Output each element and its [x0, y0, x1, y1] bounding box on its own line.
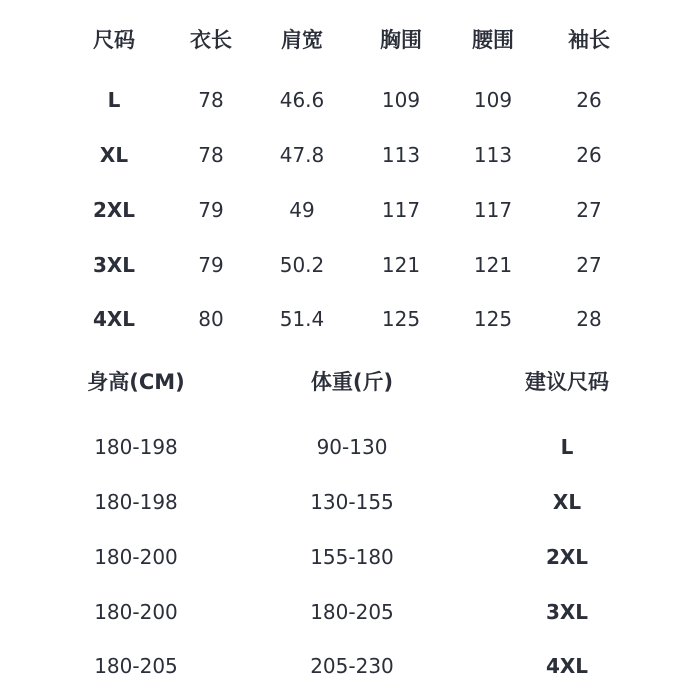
recommended-size: 4XL — [545, 654, 589, 678]
chest-value: 117 — [381, 198, 421, 222]
header-recommended-size: 建议尺码 — [525, 370, 609, 394]
size-label: XL — [99, 143, 129, 167]
table-row — [0, 429, 700, 465]
height-range: 180-198 — [94, 490, 178, 514]
weight-range: 130-155 — [310, 490, 394, 514]
recommendation-header-row — [0, 364, 700, 400]
waist-value: 109 — [473, 88, 513, 112]
header-length: 衣长 — [190, 28, 232, 52]
table-row — [0, 484, 700, 520]
table-row — [0, 247, 700, 283]
weight-range: 205-230 — [310, 654, 394, 678]
header-chest: 胸围 — [380, 28, 422, 52]
length-value: 80 — [198, 307, 224, 331]
table-row — [0, 648, 700, 684]
chest-value: 109 — [381, 88, 421, 112]
recommended-size: XL — [552, 490, 582, 514]
size-label: 2XL — [92, 198, 136, 222]
recommended-size: 3XL — [545, 600, 589, 624]
weight-range: 155-180 — [310, 545, 394, 569]
size-label: 4XL — [92, 307, 136, 331]
chest-value: 113 — [381, 143, 421, 167]
header-shoulder: 肩宽 — [281, 28, 323, 52]
sleeve-value: 26 — [576, 143, 602, 167]
sleeve-value: 27 — [576, 253, 602, 277]
header-weight: 体重(斤) — [310, 370, 394, 394]
waist-value: 121 — [473, 253, 513, 277]
table-row — [0, 301, 700, 337]
length-value: 78 — [198, 143, 224, 167]
table-row — [0, 594, 700, 630]
waist-value: 113 — [473, 143, 513, 167]
size-chart-header-row — [0, 22, 700, 58]
height-range: 180-200 — [94, 545, 178, 569]
shoulder-value: 47.8 — [279, 143, 325, 167]
weight-range: 180-205 — [310, 600, 394, 624]
header-waist: 腰围 — [472, 28, 514, 52]
header-height: 身高(CM) — [87, 370, 185, 394]
length-value: 79 — [198, 198, 224, 222]
table-row — [0, 539, 700, 575]
recommended-size: L — [560, 435, 574, 459]
height-range: 180-198 — [94, 435, 178, 459]
height-range: 180-205 — [94, 654, 178, 678]
table-row — [0, 192, 700, 228]
shoulder-value: 46.6 — [279, 88, 325, 112]
header-sleeve: 袖长 — [568, 28, 610, 52]
chest-value: 125 — [381, 307, 421, 331]
height-range: 180-200 — [94, 600, 178, 624]
size-label: L — [107, 88, 121, 112]
chest-value: 121 — [381, 253, 421, 277]
sleeve-value: 27 — [576, 198, 602, 222]
waist-value: 125 — [473, 307, 513, 331]
sleeve-value: 28 — [576, 307, 602, 331]
weight-range: 90-130 — [316, 435, 388, 459]
size-label: 3XL — [92, 253, 136, 277]
waist-value: 117 — [473, 198, 513, 222]
shoulder-value: 49 — [289, 198, 315, 222]
length-value: 78 — [198, 88, 224, 112]
table-row — [0, 82, 700, 118]
shoulder-value: 51.4 — [279, 307, 325, 331]
recommended-size: 2XL — [545, 545, 589, 569]
sleeve-value: 26 — [576, 88, 602, 112]
shoulder-value: 50.2 — [279, 253, 325, 277]
table-row — [0, 137, 700, 173]
length-value: 79 — [198, 253, 224, 277]
header-size: 尺码 — [93, 28, 135, 52]
